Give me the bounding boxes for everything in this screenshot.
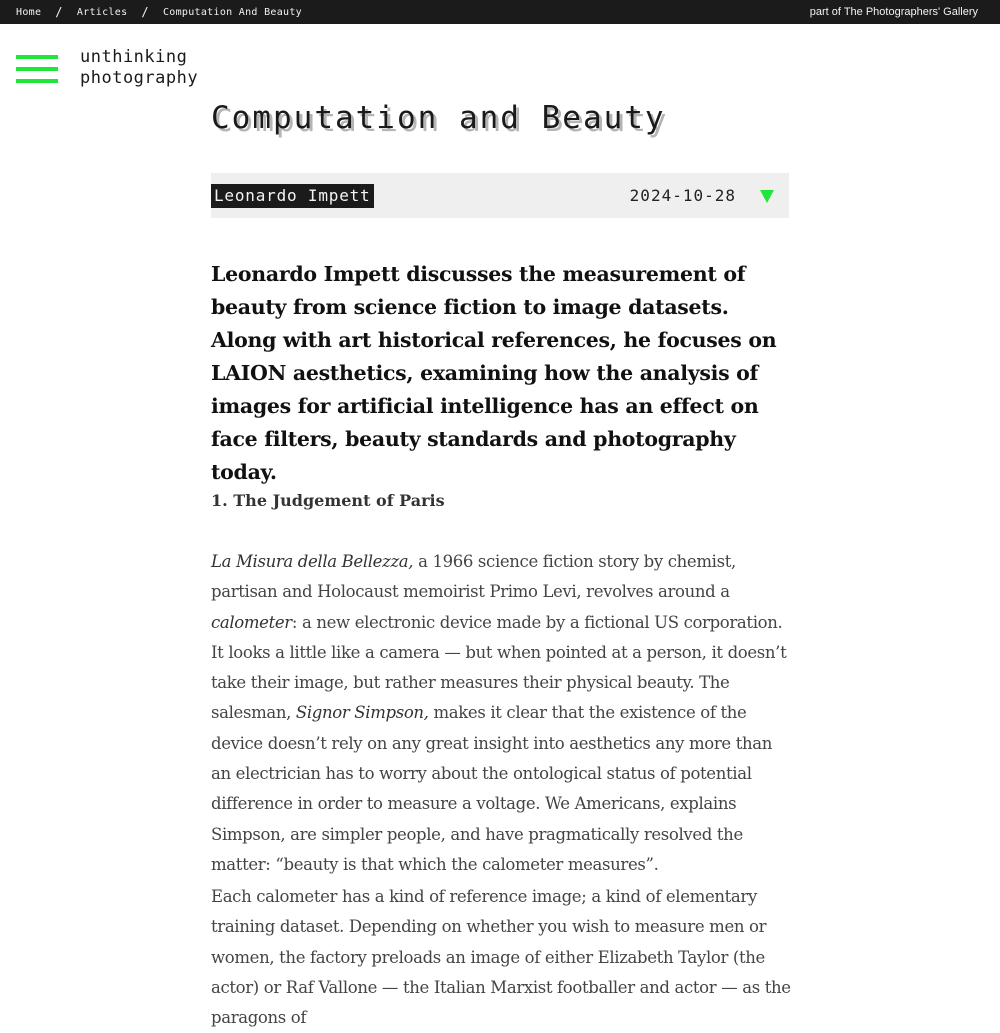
menu-bar	[16, 79, 58, 83]
story-title-italic: La Misura della Bellezza,	[211, 552, 414, 571]
breadcrumb-separator: /	[55, 5, 63, 19]
body-paragraph	[211, 547, 791, 880]
publish-date: 2024-10-28	[629, 186, 736, 205]
name-italic: Signor Simpson,	[295, 703, 429, 723]
term-italic: calometer	[211, 612, 292, 632]
breadcrumb-current-page[interactable]: Computation And Beauty	[162, 6, 302, 18]
section-heading: 1. The Judgement of Paris	[211, 491, 445, 510]
logo-line-2: photography	[80, 68, 199, 88]
breadcrumb-home-link[interactable]: Home	[16, 6, 42, 18]
menu-bar	[16, 67, 58, 71]
breadcrumb	[16, 0, 302, 24]
gallery-link[interactable]: part of The Photographers' Gallery	[809, 6, 978, 18]
article-lede: Leonardo Impett discusses the measurement of beauty from science fiction to image datasets. Along with art historical references, he focuses on LAION aesthetics, examining how the analysis of images for artificial intelligence has an effect on face filters, beauty standards and photography today.	[211, 262, 777, 484]
breadcrumb-separator: /	[141, 5, 149, 19]
paragraph-text: makes it clear that the existence of the device doesn’t rely on any great insight into aesthetics any more than an electrician has to worry about the ontological status of potential difference in order to measure a voltage. We Americans, explains Simpson, are simpler people, and have pragmatically resolved the matter: “beauty is that which the calometer measures”.	[211, 703, 773, 874]
paragraph-text: : a new electronic device made by a fictional US corporation. It looks a little like a camera — but when pointed at a person, it doesn’t take their image, but rather measures their physical beauty. The salesman,	[211, 612, 787, 723]
triangle-down-icon[interactable]	[759, 189, 775, 205]
hamburger-menu-icon[interactable]	[16, 55, 58, 83]
author-link[interactable]: Leonardo Impett	[211, 184, 374, 208]
top-bar	[0, 0, 1000, 24]
page-title: Computation and Beauty	[211, 100, 666, 136]
logo-line-1: unthinking	[80, 47, 188, 67]
menu-bar	[16, 55, 58, 59]
breadcrumb-articles-link[interactable]: Articles	[76, 6, 128, 18]
article-meta-bar	[211, 173, 789, 218]
paragraph-text: a 1966 science fiction story by chemist, partisan and Holocaust memoirist Primo Levi, revolves around a	[211, 552, 736, 602]
site-logo[interactable]	[80, 47, 198, 89]
body-paragraph: Each calometer has a kind of reference image; a kind of elementary training dataset. Depending on whether you wish to measure men or women, the factory preloads an image of either Elizabeth Taylor (the actor) or Raf Vallone — the Italian Marxist footballer and actor — as the paragons of	[211, 887, 791, 1028]
